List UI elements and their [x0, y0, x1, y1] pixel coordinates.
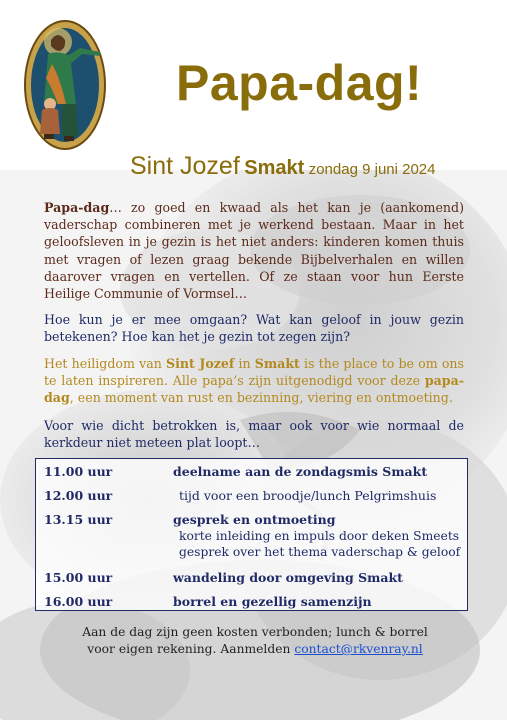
schedule-time: 13.15 uur [44, 512, 113, 527]
schedule-activity: borrel en gezellig samenzijn [173, 594, 372, 609]
subtitle-place: Sint Jozef [130, 152, 240, 180]
schedule-time: 15.00 uur [44, 570, 113, 585]
intro-paragraph [44, 199, 464, 302]
schedule-time: 11.00 uur [44, 464, 113, 479]
intro-text: … zo goed en kwaad als het kan je (aankomend) vaderschap combineren met je werkend bestaan. Maar in het geloofsleven in je gezin is het niet anders: kinderen komen thuis met vragen of lezen graag bekende Bijbelverhalen en willen daarover vragen en vertellen. Of ze staan voor hun Eerste Heilige Communie of Vormsel… [44, 200, 464, 302]
schedule-detail: korte inleiding en impuls door deken Smeets [179, 529, 460, 543]
subtitle-town: Smakt [244, 157, 305, 179]
page-title: Papa-dag! [176, 55, 423, 111]
footer-note [80, 624, 430, 658]
audience-paragraph: Voor wie dicht betrokken is, maar ook voor wie normaal de kerkdeur niet meteen plat loopt… [44, 418, 464, 451]
saint-joseph-emblem [22, 18, 108, 152]
invitation-town: Smakt [254, 356, 300, 371]
footer-line-2-text: voor eigen rekening. Aanmelden [87, 642, 295, 656]
subtitle-date: zondag 9 juni 2024 [308, 161, 436, 178]
schedule-time: 16.00 uur [44, 594, 113, 609]
schedule-activity: deelname aan de zondagsmis Smakt [173, 464, 428, 479]
footer-line-2 [80, 641, 430, 658]
schedule-activity: wandeling door omgeving Smakt [173, 570, 403, 585]
event-subtitle [130, 152, 436, 181]
question-paragraph: Hoe kun je er mee omgaan? Wat kan geloof in jouw gezin betekenen? Hoe kan het je gezin tot zegen zijn? [44, 312, 464, 345]
intro-lead: Papa-dag [44, 200, 110, 215]
contact-email-link[interactable]: contact@rkvenray.nl [294, 642, 423, 656]
schedule-box [35, 458, 468, 611]
invitation-text-g: , een moment van rust en bezinning, viering en ontmoeting. [69, 390, 453, 406]
invitation-text-e: is the place to be om ons te laten inspireren. Alle papa’s zijn uitgenodigd voor deze [44, 356, 464, 389]
invitation-place: Sint Jozef [165, 356, 235, 371]
schedule-time: 12.00 uur [44, 488, 113, 503]
invitation-text-c: in [234, 356, 255, 371]
footer-line-1: Aan de dag zijn geen kosten verbonden; lunch & borrel [82, 625, 428, 639]
schedule-activity: gesprek en ontmoeting [173, 512, 336, 527]
invitation-paragraph [44, 355, 464, 407]
invitation-event: papa-dag [44, 373, 464, 406]
schedule-activity: tijd voor een broodje/lunch Pelgrimshuis [179, 488, 437, 503]
schedule-detail: gesprek over het thema vaderschap & geloof [179, 545, 461, 559]
invitation-text-a: Het heiligdom van [44, 356, 166, 371]
